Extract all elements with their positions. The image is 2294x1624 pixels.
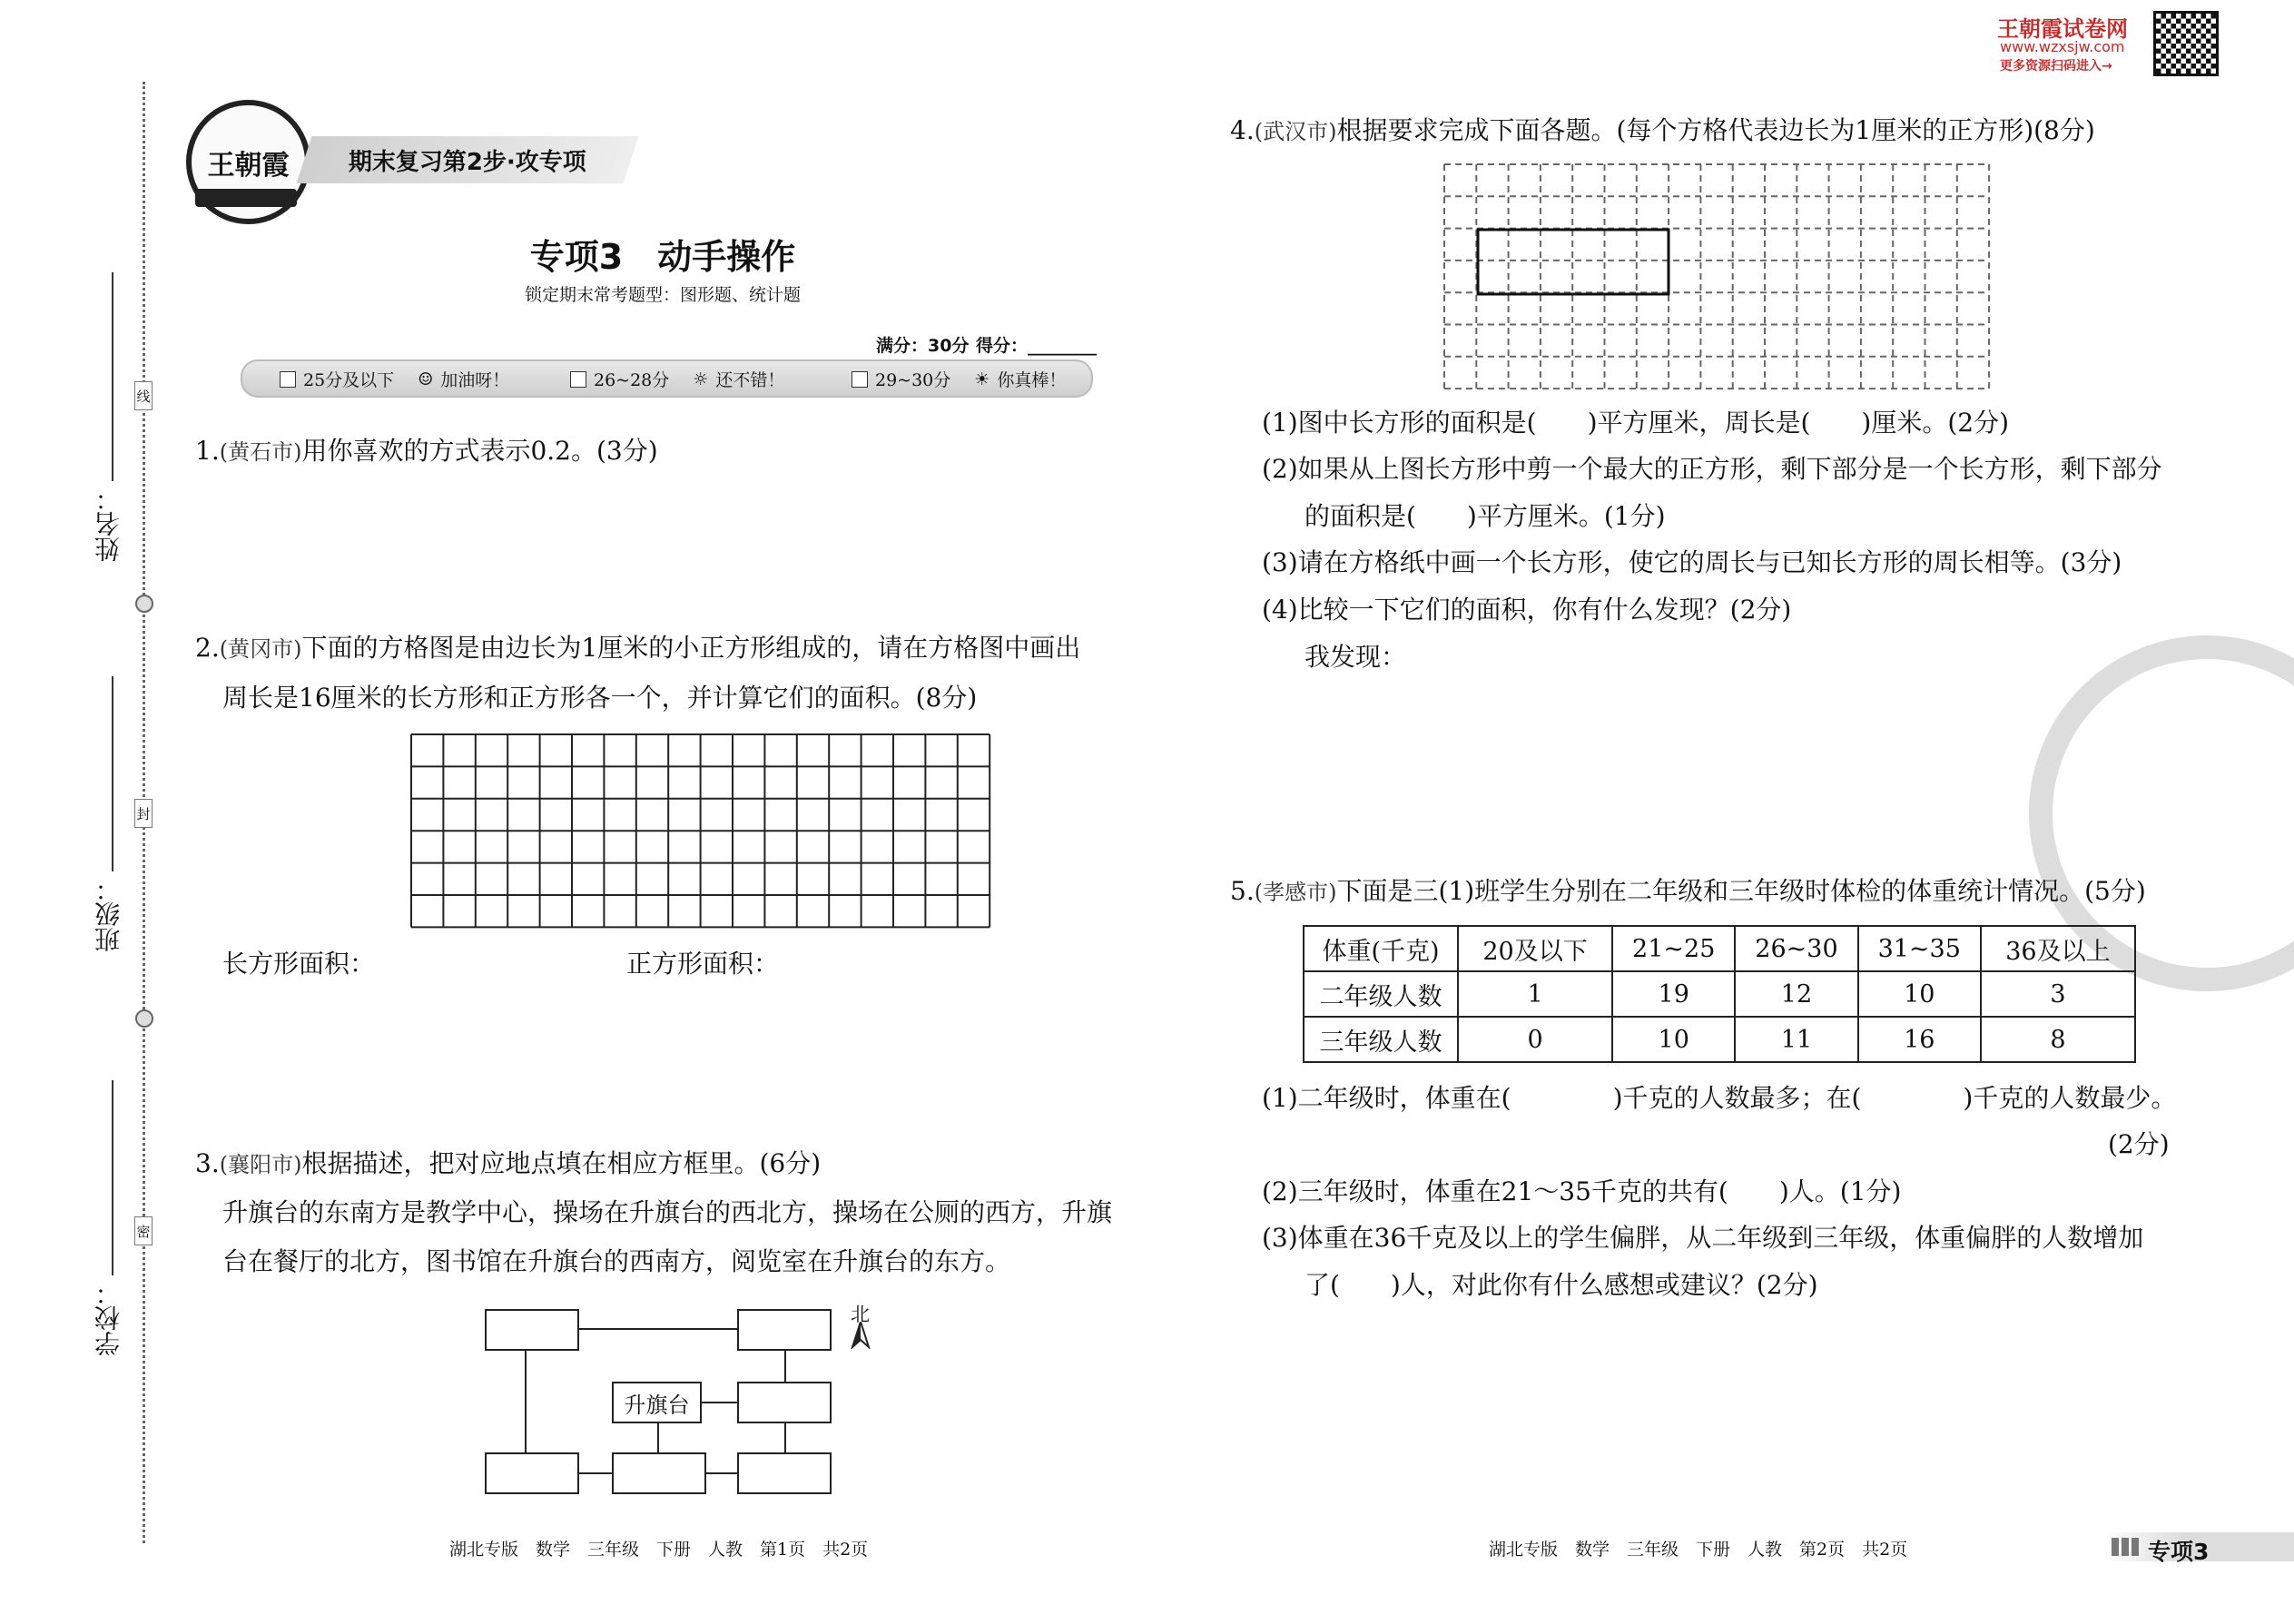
rating-range: 26~28分	[594, 370, 670, 390]
rating-range: 29~30分	[875, 370, 951, 390]
map-line	[578, 1472, 612, 1474]
page-subtitle: 锁定期末常考题型：图形题、统计题	[524, 285, 801, 305]
map-box-reading-room[interactable]	[737, 1382, 832, 1423]
map-line	[657, 1421, 659, 1452]
map-line	[525, 1348, 527, 1452]
rating-item[interactable]	[280, 367, 509, 391]
table-cell: 16	[1858, 1017, 1981, 1062]
q4-sub-4: (4)比较一下它们的面积，你有什么发现？(2分)	[1262, 595, 1792, 625]
school-field-line[interactable]	[112, 1080, 113, 1275]
table-cell: 1	[1458, 971, 1612, 1017]
question-city: (武汉市)	[1254, 119, 1337, 144]
table-header-cell: 36及以上	[1981, 926, 2135, 971]
table-cell: 12	[1735, 971, 1857, 1017]
rating-item[interactable]	[570, 367, 784, 391]
question-text: 根据要求完成下面各题。(每个方格代表边长为1厘米的正方形)(8分)	[1336, 115, 2095, 145]
section-banner	[297, 136, 639, 183]
question-text: 根据描述，把对应地点填在相应方框里。(6分)	[301, 1148, 822, 1178]
rating-comment: 你真棒！	[997, 370, 1067, 390]
rating-comment: 还不错！	[715, 370, 785, 390]
seal-char-feng: 封	[134, 799, 153, 828]
question-number: 4.	[1230, 115, 1255, 145]
grid-10x19[interactable]	[410, 733, 991, 929]
checkbox[interactable]	[570, 371, 586, 388]
checkbox[interactable]	[280, 371, 296, 388]
rating-range: 25分及以下	[303, 370, 395, 390]
question-number: 1.	[195, 436, 220, 466]
q4-finding-label: 我发现：	[1305, 642, 1407, 672]
class-field-line[interactable]	[112, 676, 113, 871]
table-header-cell: 20及以下	[1458, 926, 1612, 971]
north-arrow-icon	[850, 1322, 871, 1349]
footer-tag-squares-icon	[2112, 1538, 2139, 1556]
smiley-icon: ☺	[418, 369, 434, 389]
question-city: (黄冈市)	[219, 636, 302, 662]
question-city: (黄石市)	[219, 439, 302, 465]
site-name[interactable]: 王朝霞试卷网	[1997, 16, 2128, 42]
table-header-cell: 21~25	[1612, 926, 1735, 971]
question-4	[1230, 115, 2095, 145]
footer-tag: 专项3	[2148, 1539, 2210, 1565]
table-cell: 0	[1458, 1017, 1612, 1062]
qr-code-icon[interactable]	[2153, 11, 2219, 76]
question-text: 下面的方格图是由边长为1厘米的小正方形组成的，请在方格图中画出	[301, 633, 1081, 663]
score-field[interactable]: 得分：________	[976, 336, 1098, 356]
table-cell: 10	[1612, 1017, 1735, 1062]
table-cell: 3	[1981, 971, 2135, 1017]
section-banner-text: 期末复习第2步·攻专项	[349, 148, 586, 176]
table-header-cell: 31~35	[1858, 926, 1981, 971]
map-box-canteen[interactable]	[612, 1452, 706, 1494]
binding-hole-icon	[135, 1009, 153, 1028]
table-row	[1304, 926, 2135, 971]
seal-char-xian: 线	[134, 381, 153, 410]
footer-right: 湖北专版 数学 三年级 下册 人教 第2页 共2页	[1489, 1540, 1908, 1560]
question-3	[195, 1148, 822, 1178]
question-number: 5.	[1230, 876, 1255, 906]
q5-sub-3b: 了( )人，对此你有什么感想或建议？(2分)	[1305, 1270, 1818, 1300]
question-text: 下面是三(1)班学生分别在二年级和三年级时体检的体重统计情况。(5分)	[1336, 876, 2146, 906]
q5-sub-3a: (3)体重在36千克及以上的学生偏胖，从二年级到三年级，体重偏胖的人数增加	[1262, 1223, 2144, 1253]
table-header-cell: 体重(千克)	[1304, 926, 1458, 971]
map-box-toilet[interactable]	[737, 1309, 832, 1351]
q4-sub-2b: 的面积是( )平方厘米。(1分)	[1305, 501, 1666, 531]
table-cell: 11	[1735, 1017, 1857, 1062]
question-3-desc-2: 台在餐厅的北方，图书馆在升旗台的西南方，阅览室在升旗台的东方。	[222, 1246, 1011, 1276]
school-label: 学校：	[94, 1280, 123, 1356]
brand-logo-text: 王朝霞	[207, 149, 290, 182]
table-cell: 三年级人数	[1304, 1017, 1458, 1062]
name-field-line[interactable]	[112, 272, 113, 481]
question-5	[1230, 876, 2146, 906]
name-label: 姓名：	[94, 486, 123, 562]
table-cell: 19	[1612, 971, 1735, 1017]
page-title: 专项3 动手操作	[529, 237, 796, 277]
square-area-label: 正方形面积：	[626, 949, 780, 979]
question-text: 用你喜欢的方式表示0.2。(3分)	[301, 436, 658, 466]
map-box-flag	[612, 1382, 702, 1423]
q4-sub-2a: (2)如果从上图长方形中剪一个最大的正方形，剩下部分是一个长方形，剩下部分	[1262, 454, 2162, 484]
q4-sub-3: (3)请在方格纸中画一个长方形，使它的周长与已知长方形的周长相等。(3分)	[1262, 547, 2122, 577]
binding-hole-icon	[135, 595, 153, 613]
map-box-playground[interactable]	[485, 1309, 579, 1351]
table-cell: 10	[1858, 971, 1981, 1017]
q4-sub-1: (1)图中长方形的面积是( )平方厘米，周长是( )厘米。(2分)	[1262, 408, 2010, 438]
flag-platform-label: 升旗台	[624, 1392, 690, 1418]
question-1	[195, 438, 658, 464]
rating-item[interactable]	[852, 367, 1066, 391]
map-line	[698, 1402, 739, 1403]
question-number: 3.	[195, 1148, 220, 1178]
class-label: 班级：	[94, 876, 123, 952]
footer-left: 湖北专版 数学 三年级 下册 人教 第1页 共2页	[449, 1540, 869, 1560]
rect-area-label: 长方形面积：	[222, 949, 376, 979]
site-url[interactable]: www.wzxsjw.com	[2000, 38, 2125, 55]
question-city: (襄阳市)	[219, 1152, 302, 1177]
weight-table	[1303, 925, 2136, 1063]
table-cell: 8	[1981, 1017, 2135, 1062]
q5-sub-1-score: (2分)	[2108, 1129, 2170, 1159]
question-number: 2.	[195, 633, 220, 663]
table-row	[1304, 1017, 2135, 1062]
seal-char-mi: 密	[134, 1216, 153, 1245]
logo-ribbon	[195, 189, 297, 207]
smiley-icon: ☀	[974, 369, 990, 389]
question-3-desc-1: 升旗台的东南方是教学中心，操场在升旗台的西北方，操场在公厕的西方，升旗	[222, 1197, 1113, 1227]
table-row	[1304, 971, 2135, 1017]
map-box-library[interactable]	[485, 1452, 579, 1494]
q5-sub-1: (1)二年级时，体重在( )千克的人数最多；在( )千克的人数最少。	[1262, 1083, 2177, 1113]
north-label: 北	[851, 1304, 870, 1325]
table-header-cell: 26~30	[1735, 926, 1857, 971]
question-2-line-2: 周长是16厘米的长方形和正方形各一个，并计算它们的面积。(8分)	[222, 683, 978, 713]
map-line	[784, 1421, 786, 1452]
question-2	[195, 635, 1080, 661]
map-line	[703, 1472, 739, 1474]
rating-comment: 加油呀！	[440, 370, 510, 390]
smiley-icon: ☼	[693, 369, 709, 389]
map-box-teaching-center[interactable]	[737, 1452, 832, 1494]
dashed-grid[interactable]	[1443, 163, 1993, 395]
q5-sub-2: (2)三年级时，体重在21～35千克的共有( )人。(1分)	[1262, 1176, 1902, 1206]
question-city: (孝感市)	[1254, 880, 1337, 905]
full-score: 满分：30分	[876, 336, 970, 356]
site-tagline: 更多资源扫码进入→	[2000, 59, 2112, 74]
map-line	[784, 1348, 786, 1383]
table-cell: 二年级人数	[1304, 971, 1458, 1017]
checkbox[interactable]	[852, 371, 868, 388]
